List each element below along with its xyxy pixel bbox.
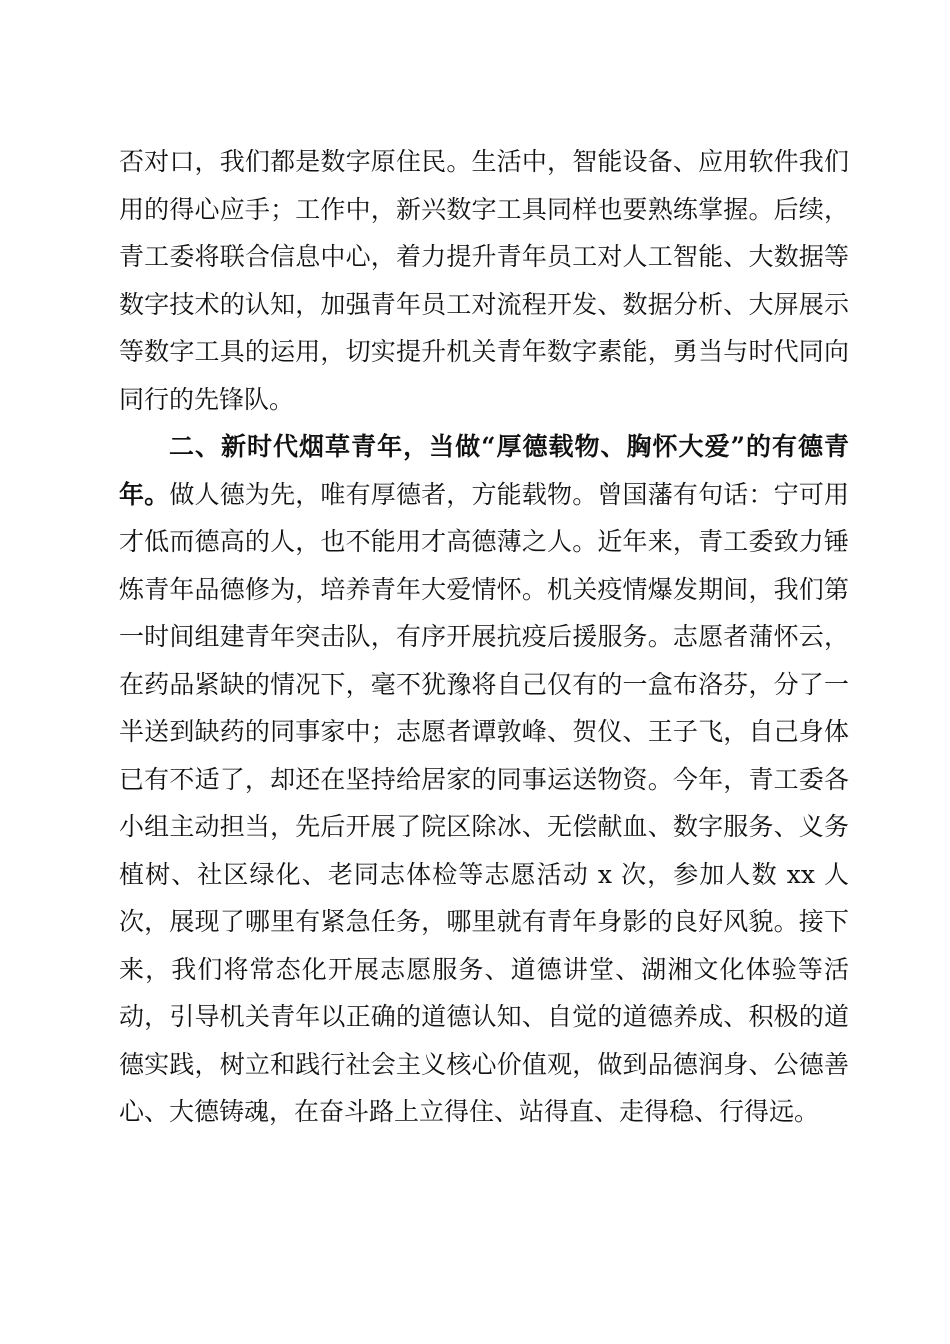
section-heading: 二、新时代烟草青年，当做“厚德载物、胸怀大爱”的有德青年。 — [119, 432, 849, 509]
paragraph-digital-skills: 否对口，我们都是数字原住民。生活中，智能设备、应用软件我们用的得心应手；工作中，新兴数字工具同样也要熟练掌握。后续，青工委将联合信息中心，着力提升青年员工对人工智能、大数据等数字技术的认知，加强青年员工对流程开发、数据分析、大屏展示等数字工具的运用，切实提升机关青年数字素能，勇当与时代同向同行的先锋队。 — [119, 147, 849, 414]
paragraph-moral-youth — [119, 423, 849, 1136]
document-body — [119, 138, 849, 1136]
section-body: 做人德为先，唯有厚德者，方能载物。曾国藩有句话：宁可用才低而德高的人，也不能用才高德薄之人。近年来，青工委致力锤炼青年品德修为，培养青年大爱情怀。机关疫情爆发期间，我们第一时间组建青年突击队，有序开展抗疫后援服务。志愿者蒲怀云，在药品紧缺的情况下，毫不犹豫将自己仅有的一盒布洛芬，分了一半送到缺药的同事家中；志愿者谭敦峰、贺仪、王子飞，自己身体已有不适了，却还在坚持给居家的同事运送物资。今年，青工委各小组主动担当，先后开展了院区除冰、无偿献血、数字服务、义务植树、社区绿化、老同志体检等志愿活动 x 次，参加人数 xx 人次，展现了哪里有紧急任务，哪里就有青年身影的良好风貌。接下来，我们将常态化开展志愿服务、道德讲堂、湖湘文化体验等活动，引导机关青年以正确的道德认知、自觉的道德养成、积极的道德实践，树立和践行社会主义核心价值观，做到品德润身、公德善心、大德铸魂，在奋斗路上立得住、站得直、走得稳、行得远。 — [119, 479, 849, 1126]
